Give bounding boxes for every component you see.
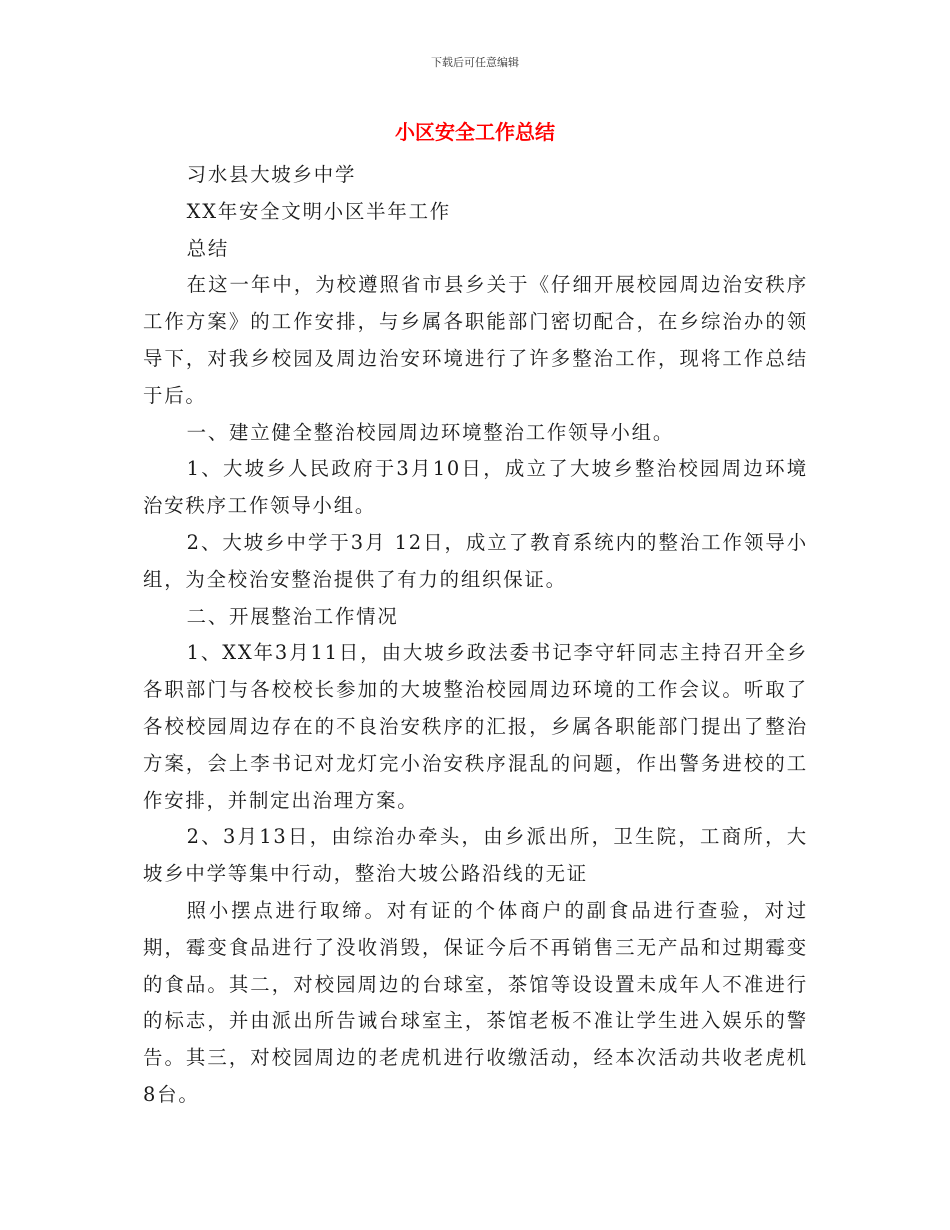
document-body (143, 157, 808, 1114)
document-title: 小区安全工作总结 (395, 120, 555, 144)
paragraph: 一、建立健全整治校园周边环境整治工作领导小组。 (186, 420, 675, 444)
paragraph: XX年安全文明小区半年工作 (186, 199, 451, 223)
paragraph: 在这一年中，为校遵照省市县乡关于《仔细开展校园周边治安秩序工作方案》的工作安排，与乡属各职能部门密切配合，在乡综治办的领导下，对我乡校园及周边治安环境进行了许多整治工作，现将工作总结于后。 (143, 273, 808, 407)
paragraph: 照小摆点进行取缔。对有证的个体商户的副食品进行查验，对过期，霉变食品进行了没收消毁，保证今后不再销售三无产品和过期霉变的食品。其二，对校园周边的台球室，茶馆等设设置未成年人不准进行的标志，并由派出所告诫台球室主，茶馆老板不准让学生进入娱乐的警告。其三，对校园周边的老虎机进行收缴活动，经本次活动共收老虎机8台。 (143, 898, 808, 1106)
paragraph: 2、大坡乡中学于3月 12日，成立了教育系统内的整治工作领导小组，为全校治安整治提供了有力的组织保证。 (143, 530, 808, 591)
paragraph: 习水县大坡乡中学 (186, 163, 357, 186)
paragraph: 1、大坡乡人民政府于3月10日，成立了大坡乡整治校园周边环境治安秩序工作领导小组。 (143, 457, 808, 518)
paragraph: 二、开展整治工作情况 (186, 604, 399, 628)
paragraph: 总结 (186, 236, 230, 260)
paragraph: 1、XX年3月11日，由大坡乡政法委书记李守轩同志主持召开全乡各职部门与各校校长参加的大坡整治校园周边环境的工作会议。听取了各校校园周边存在的不良治安秩序的汇报，乡属各职能部门提出了整治方案，会上李书记对龙灯完小治安秩序混乱的问题，作出警务进校的工作安排，并制定出治理方案。 (143, 641, 808, 812)
paragraph: 2、3月13日，由综治办牵头，由乡派出所，卫生院，工商所，大坡乡中学等集中行动，整治大坡公路沿线的无证 (143, 825, 808, 886)
header-note: 下载后可任意编辑 (431, 56, 519, 69)
